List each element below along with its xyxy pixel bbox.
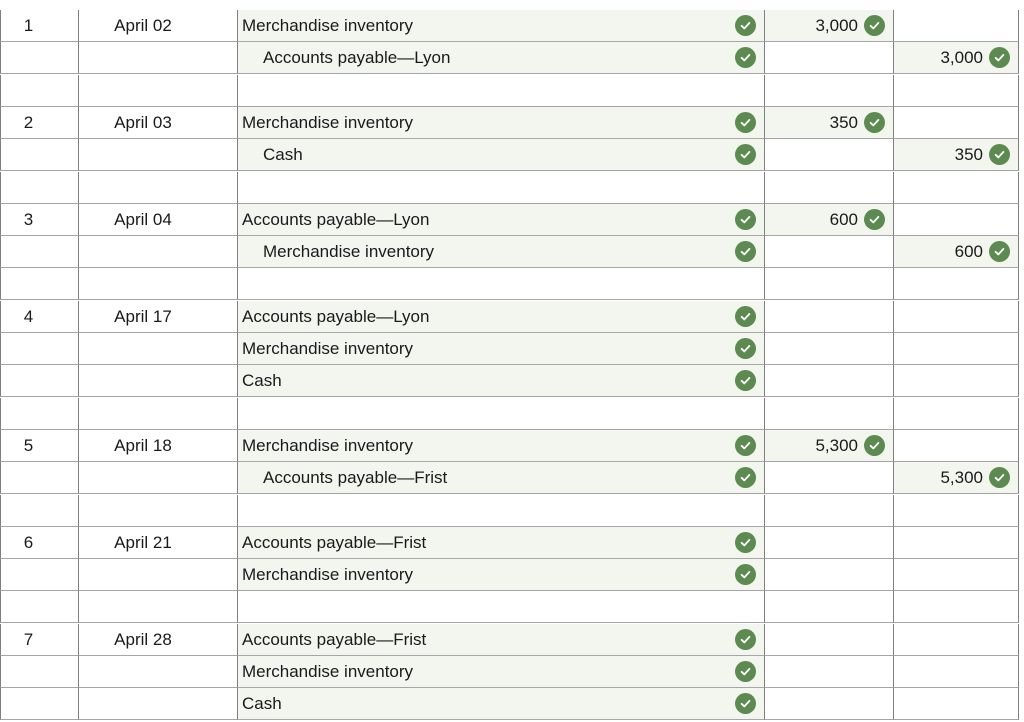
check-circle-icon [864, 15, 885, 36]
account-title: Merchandise inventory [242, 112, 414, 132]
entry-number: 5 [23, 435, 34, 455]
debit-field[interactable] [764, 688, 893, 720]
date-cell [78, 333, 237, 365]
entry-number-cell [0, 172, 78, 204]
table-row [0, 301, 1024, 333]
account-field[interactable] [237, 656, 764, 688]
entry-number-cell [0, 204, 78, 236]
date-cell [78, 365, 237, 397]
check-circle-icon [735, 209, 756, 230]
check-circle-icon [989, 241, 1010, 262]
account-title: Cash [242, 370, 282, 390]
entry-number-cell [0, 656, 78, 688]
date-cell [78, 139, 237, 171]
entry-number-cell [0, 624, 78, 656]
entry-number-cell [0, 495, 78, 527]
table-row [0, 624, 1024, 656]
check-circle-icon [735, 661, 756, 682]
account-title: Merchandise inventory [242, 435, 414, 455]
credit-field[interactable] [893, 591, 1019, 623]
credit-field[interactable] [893, 107, 1019, 139]
entry-number: 1 [23, 15, 34, 35]
check-circle-icon [735, 564, 756, 585]
account-field[interactable] [237, 688, 764, 720]
account-title: Cash [242, 693, 282, 713]
debit-field[interactable] [764, 204, 893, 236]
table-row [0, 527, 1024, 559]
table-row [0, 107, 1024, 139]
entry-number-cell [0, 688, 78, 720]
entry-number: 3 [23, 209, 34, 229]
entry-number-cell [0, 462, 78, 494]
table-row [0, 688, 1024, 720]
check-circle-icon [864, 435, 885, 456]
table-row [0, 656, 1024, 688]
account-title: Merchandise inventory [263, 241, 435, 261]
table-row [0, 559, 1024, 591]
entry-number-cell [0, 398, 78, 430]
entry-number-cell [0, 591, 78, 623]
entry-number-cell [0, 107, 78, 139]
debit-field[interactable] [764, 236, 893, 268]
table-row [0, 10, 1024, 42]
debit-field[interactable] [764, 75, 893, 107]
account-field[interactable] [237, 527, 764, 559]
blank-separator-row [0, 591, 1024, 623]
table-row [0, 42, 1024, 74]
debit-field[interactable] [764, 10, 893, 42]
account-title: Merchandise inventory [242, 564, 414, 584]
credit-field[interactable] [893, 430, 1019, 462]
check-circle-icon [735, 629, 756, 650]
debit-field[interactable] [764, 301, 893, 333]
check-circle-icon [735, 47, 756, 68]
table-row [0, 204, 1024, 236]
account-title: Merchandise inventory [242, 15, 414, 35]
check-circle-icon [864, 112, 885, 133]
account-title: Merchandise inventory [242, 661, 414, 681]
debit-field[interactable] [764, 624, 893, 656]
credit-field[interactable] [893, 624, 1019, 656]
debit-field[interactable] [764, 495, 893, 527]
entry-number-cell [0, 75, 78, 107]
account-field[interactable] [237, 495, 764, 527]
credit-field[interactable] [893, 301, 1019, 333]
check-circle-icon [735, 338, 756, 359]
account-field[interactable] [237, 559, 764, 591]
credit-field[interactable] [893, 656, 1019, 688]
account-field[interactable] [237, 10, 764, 42]
check-circle-icon [735, 435, 756, 456]
entry-number-cell [0, 430, 78, 462]
check-circle-icon [864, 209, 885, 230]
entry-number: 6 [23, 532, 34, 552]
account-field[interactable] [237, 333, 764, 365]
date-cell [78, 204, 237, 236]
account-title: Accounts payable—Frist [242, 532, 427, 552]
credit-field[interactable] [893, 204, 1019, 236]
table-top-strip [0, 0, 1024, 10]
debit-field[interactable] [764, 42, 893, 74]
credit-field[interactable] [893, 365, 1019, 397]
credit-field[interactable] [893, 75, 1019, 107]
date-cell [78, 495, 237, 527]
credit-field[interactable] [893, 236, 1019, 268]
account-title: Merchandise inventory [242, 338, 414, 358]
debit-field[interactable] [764, 107, 893, 139]
date-cell [78, 656, 237, 688]
debit-field[interactable] [764, 430, 893, 462]
table-row [0, 333, 1024, 365]
credit-amount: 350 [954, 144, 983, 164]
credit-field[interactable] [893, 139, 1019, 171]
date-cell [78, 527, 237, 559]
date-cell [78, 591, 237, 623]
entry-date: April 03 [114, 112, 172, 132]
blank-separator-row [0, 398, 1024, 430]
credit-field[interactable] [893, 398, 1019, 430]
credit-field[interactable] [893, 462, 1019, 494]
entry-date: April 21 [114, 532, 172, 552]
blank-separator-row [0, 172, 1024, 204]
entry-number-cell [0, 365, 78, 397]
blank-separator-row [0, 268, 1024, 300]
account-field[interactable] [237, 107, 764, 139]
entry-number-cell [0, 236, 78, 268]
check-circle-icon [735, 532, 756, 553]
entry-number-cell [0, 268, 78, 300]
check-circle-icon [989, 467, 1010, 488]
debit-amount: 5,300 [815, 435, 858, 455]
check-circle-icon [735, 467, 756, 488]
blank-separator-row [0, 495, 1024, 527]
date-cell [78, 559, 237, 591]
date-cell [78, 10, 237, 42]
debit-amount: 600 [829, 209, 858, 229]
date-cell [78, 398, 237, 430]
blank-separator-row [0, 75, 1024, 107]
table-row [0, 462, 1024, 494]
credit-field[interactable] [893, 172, 1019, 204]
entry-number-cell [0, 139, 78, 171]
credit-amount: 5,300 [940, 467, 983, 487]
entry-number: 7 [23, 629, 34, 649]
account-field[interactable] [237, 398, 764, 430]
date-cell [78, 42, 237, 74]
check-circle-icon [735, 241, 756, 262]
credit-amount: 3,000 [940, 47, 983, 67]
entry-number-cell [0, 301, 78, 333]
credit-field[interactable] [893, 268, 1019, 300]
debit-field[interactable] [764, 268, 893, 300]
table-row [0, 236, 1024, 268]
debit-amount: 3,000 [815, 15, 858, 35]
debit-field[interactable] [764, 527, 893, 559]
credit-amount: 600 [954, 241, 983, 261]
entry-date: April 04 [114, 209, 172, 229]
account-field[interactable] [237, 75, 764, 107]
account-field[interactable] [237, 301, 764, 333]
date-cell [78, 75, 237, 107]
entry-date: April 28 [114, 629, 172, 649]
credit-field[interactable] [893, 559, 1019, 591]
debit-field[interactable] [764, 172, 893, 204]
credit-field[interactable] [893, 333, 1019, 365]
account-field[interactable] [237, 172, 764, 204]
debit-field[interactable] [764, 462, 893, 494]
account-field[interactable] [237, 365, 764, 397]
account-field[interactable] [237, 236, 764, 268]
entry-number-cell [0, 559, 78, 591]
check-circle-icon [735, 112, 756, 133]
account-field[interactable] [237, 139, 764, 171]
date-cell [78, 462, 237, 494]
entry-number-cell [0, 10, 78, 42]
debit-field[interactable] [764, 398, 893, 430]
check-circle-icon [735, 370, 756, 391]
check-circle-icon [735, 15, 756, 36]
entry-number: 2 [23, 112, 34, 132]
credit-field[interactable] [893, 495, 1019, 527]
debit-field[interactable] [764, 559, 893, 591]
entry-number-cell [0, 333, 78, 365]
account-field[interactable] [237, 204, 764, 236]
account-title: Cash [263, 144, 303, 164]
entry-number-cell [0, 42, 78, 74]
check-circle-icon [735, 693, 756, 714]
account-title: Accounts payable—Frist [242, 629, 427, 649]
date-cell [78, 624, 237, 656]
credit-field[interactable] [893, 10, 1019, 42]
credit-field[interactable] [893, 42, 1019, 74]
debit-field[interactable] [764, 333, 893, 365]
entry-date: April 18 [114, 435, 172, 455]
credit-field[interactable] [893, 688, 1019, 720]
debit-field[interactable] [764, 139, 893, 171]
table-row [0, 365, 1024, 397]
credit-field[interactable] [893, 527, 1019, 559]
account-field[interactable] [237, 591, 764, 623]
entry-date: April 02 [114, 15, 172, 35]
debit-field[interactable] [764, 591, 893, 623]
date-cell [78, 301, 237, 333]
check-circle-icon [989, 144, 1010, 165]
debit-amount: 350 [829, 112, 858, 132]
date-cell [78, 236, 237, 268]
check-circle-icon [989, 47, 1010, 68]
account-title: Accounts payable—Lyon [242, 209, 430, 229]
account-field[interactable] [237, 624, 764, 656]
check-circle-icon [735, 144, 756, 165]
debit-field[interactable] [764, 365, 893, 397]
entry-number-cell [0, 527, 78, 559]
account-title: Accounts payable—Lyon [242, 306, 430, 326]
entry-number: 4 [23, 306, 34, 326]
account-title: Accounts payable—Frist [263, 467, 448, 487]
account-field[interactable] [237, 430, 764, 462]
account-title: Accounts payable—Lyon [263, 47, 451, 67]
account-field[interactable] [237, 268, 764, 300]
date-cell [78, 268, 237, 300]
check-circle-icon [735, 306, 756, 327]
debit-field[interactable] [764, 656, 893, 688]
date-cell [78, 107, 237, 139]
entry-date: April 17 [114, 306, 172, 326]
table-row [0, 430, 1024, 462]
table-row [0, 139, 1024, 171]
account-field[interactable] [237, 462, 764, 494]
date-cell [78, 430, 237, 462]
date-cell [78, 172, 237, 204]
date-cell [78, 688, 237, 720]
account-field[interactable] [237, 42, 764, 74]
